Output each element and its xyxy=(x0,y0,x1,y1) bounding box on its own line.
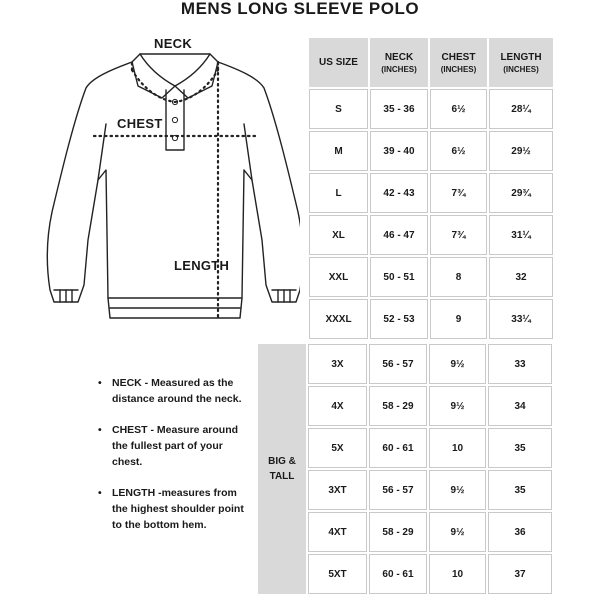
cell-chest: 9½ xyxy=(429,470,486,510)
cell-length: 36 xyxy=(488,512,552,552)
cell-chest: 6½ xyxy=(430,89,487,129)
cell-neck: 35 - 36 xyxy=(370,89,428,129)
bullet: • xyxy=(98,424,102,436)
table-row xyxy=(309,173,553,213)
table-row xyxy=(309,131,553,171)
cell-length: 34 xyxy=(488,386,552,426)
cell-length: 33 xyxy=(488,344,552,384)
header-length: LENGTH (INCHES) xyxy=(489,38,553,87)
cell-length: 29¾ xyxy=(489,173,553,213)
page-title: MENS LONG SLEEVE POLO xyxy=(180,0,420,18)
size-chart-table xyxy=(307,36,555,341)
table-row xyxy=(309,215,553,255)
cell-size: S xyxy=(309,89,368,129)
polo-shirt-diagram xyxy=(40,40,300,340)
cell-neck: 39 - 40 xyxy=(370,131,428,171)
cell-length: 37 xyxy=(488,554,552,594)
table-row xyxy=(258,344,552,384)
cell-chest: 9½ xyxy=(429,512,486,552)
cell-chest: 10 xyxy=(429,428,486,468)
cell-chest: 9 xyxy=(430,299,487,339)
cell-size: 5X xyxy=(308,428,367,468)
chest-label: CHEST xyxy=(117,116,163,131)
big-tall-table xyxy=(256,342,554,596)
cell-size: 3X xyxy=(308,344,367,384)
cell-neck: 58 - 29 xyxy=(369,512,427,552)
cell-neck: 58 - 29 xyxy=(369,386,427,426)
cell-chest: 7¾ xyxy=(430,215,487,255)
cell-size: XL xyxy=(309,215,368,255)
cell-size: XXXL xyxy=(309,299,368,339)
cell-size: 4XT xyxy=(308,512,367,552)
cell-length: 35 xyxy=(488,428,552,468)
list-item xyxy=(98,485,248,533)
cell-neck: 60 - 61 xyxy=(369,428,427,468)
cell-chest: 9½ xyxy=(429,386,486,426)
cell-neck: 46 - 47 xyxy=(370,215,428,255)
length-label: LENGTH xyxy=(174,258,230,273)
table-row xyxy=(309,257,553,297)
cell-neck: 60 - 61 xyxy=(369,554,427,594)
cell-length: 35 xyxy=(488,470,552,510)
header-us-size: US SIZE xyxy=(309,38,368,87)
cell-size: 5XT xyxy=(308,554,367,594)
cell-neck: 42 - 43 xyxy=(370,173,428,213)
cell-neck: 50 - 51 xyxy=(370,257,428,297)
big-tall-label: BIG & TALL xyxy=(258,344,306,594)
cell-length: 28¼ xyxy=(489,89,553,129)
cell-size: 4X xyxy=(308,386,367,426)
table-row xyxy=(309,89,553,129)
cell-chest: 8 xyxy=(430,257,487,297)
cell-size: M xyxy=(309,131,368,171)
size-chart-header xyxy=(309,38,553,87)
header-neck: NECK (INCHES) xyxy=(370,38,428,87)
bullet: • xyxy=(98,487,102,499)
list-item xyxy=(98,375,248,407)
cell-size: 3XT xyxy=(308,470,367,510)
cell-chest: 10 xyxy=(429,554,486,594)
cell-neck: 56 - 57 xyxy=(369,470,427,510)
table-row xyxy=(309,299,553,339)
cell-length: 33¼ xyxy=(489,299,553,339)
list-item xyxy=(98,422,248,470)
note-neck: NECK - Measured as the distance around the neck. xyxy=(112,377,242,405)
cell-chest: 7¾ xyxy=(430,173,487,213)
cell-length: 32 xyxy=(489,257,553,297)
cell-neck: 56 - 57 xyxy=(369,344,427,384)
cell-length: 29½ xyxy=(489,131,553,171)
neck-label: NECK xyxy=(154,36,193,51)
cell-chest: 6½ xyxy=(430,131,487,171)
bullet: • xyxy=(98,377,102,389)
cell-size: XXL xyxy=(309,257,368,297)
cell-neck: 52 - 53 xyxy=(370,299,428,339)
header-chest: CHEST (INCHES) xyxy=(430,38,487,87)
cell-size: L xyxy=(309,173,368,213)
cell-chest: 9½ xyxy=(429,344,486,384)
note-chest: CHEST - Measure around the fullest part of your chest. xyxy=(112,424,239,468)
cell-length: 31¼ xyxy=(489,215,553,255)
note-length: LENGTH -measures from the highest shoulder point to the bottom hem. xyxy=(112,487,244,531)
measurement-notes xyxy=(98,375,248,548)
